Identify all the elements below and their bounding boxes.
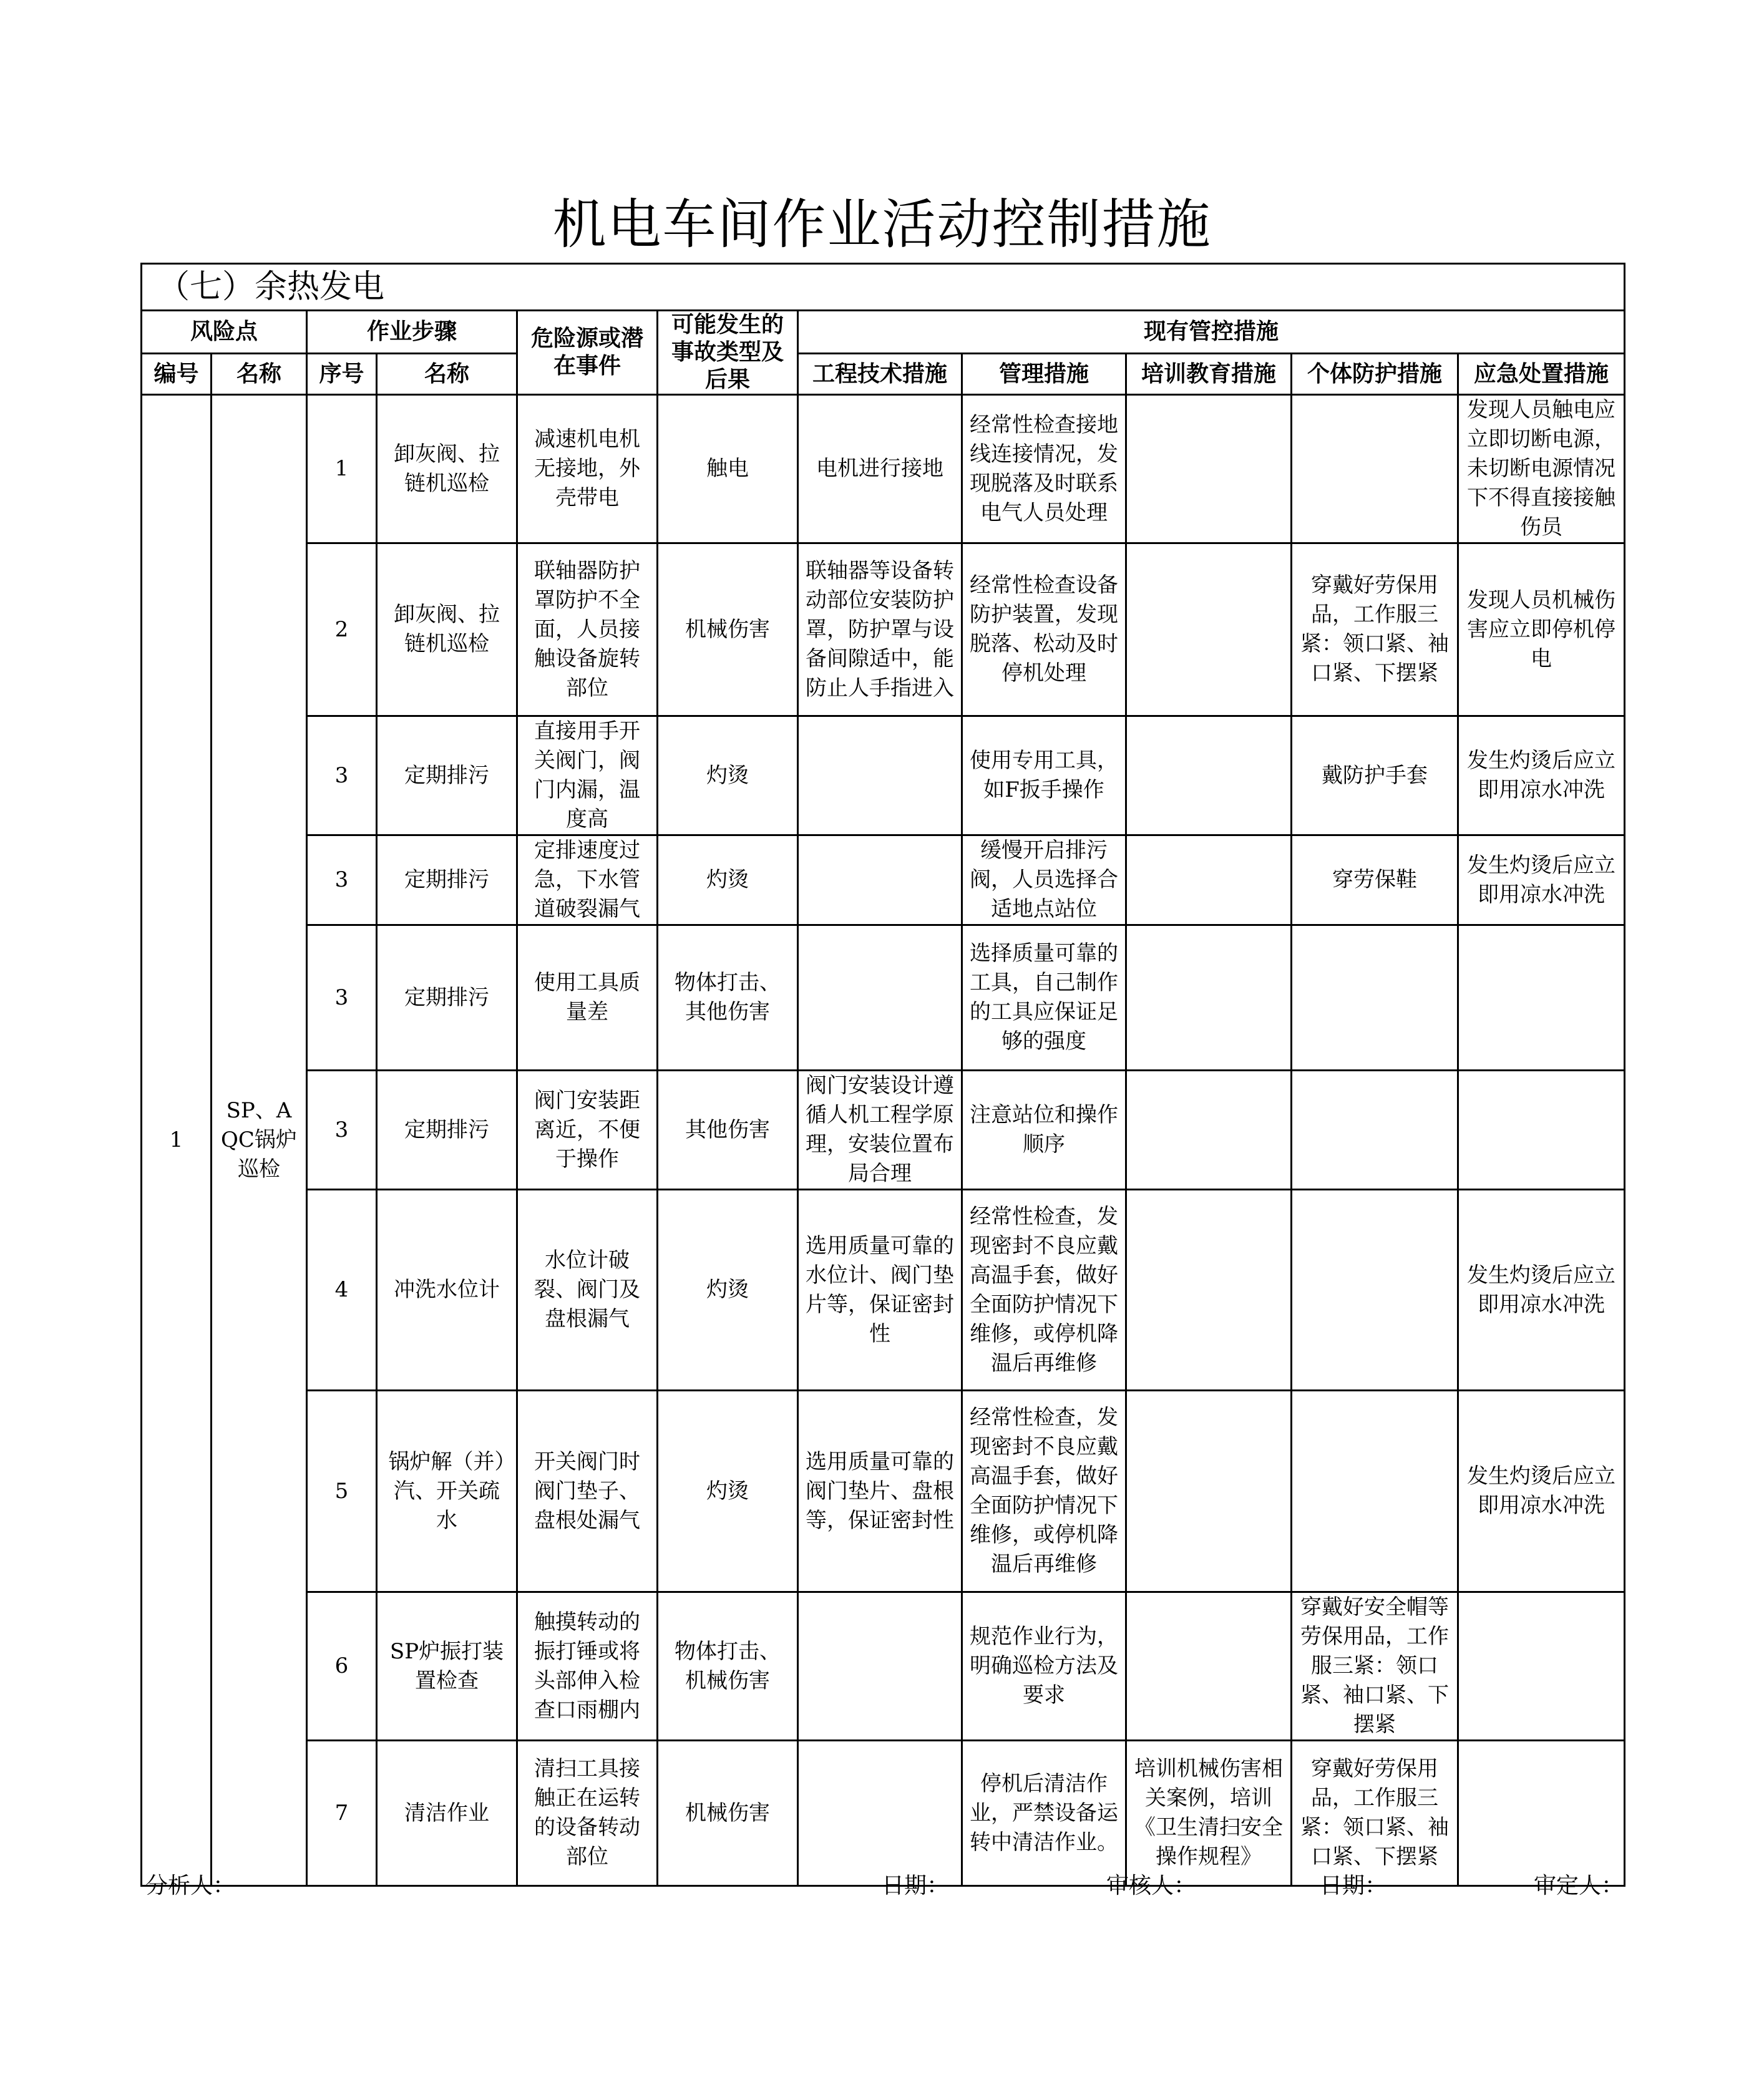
accident-cell: 灼烫 xyxy=(658,1391,798,1592)
accident-cell: 触电 xyxy=(658,395,798,543)
header-ppe: 个体防护措施 xyxy=(1292,354,1458,395)
footer-analyst: 分析人： xyxy=(145,1873,236,1899)
emergency-cell xyxy=(1458,1592,1625,1741)
header-training: 培训教育措施 xyxy=(1126,354,1292,395)
emergency-cell xyxy=(1458,925,1625,1071)
ppe-cell xyxy=(1292,925,1458,1071)
footer-reviewer: 审核人： xyxy=(1106,1873,1197,1899)
step-name-cell: 清洁作业 xyxy=(377,1741,517,1886)
training-cell xyxy=(1126,835,1292,925)
management-cell: 停机后清洁作业，严禁设备运转中清洁作业。 xyxy=(962,1741,1126,1886)
accident-cell: 灼烫 xyxy=(658,716,798,835)
training-cell xyxy=(1126,395,1292,543)
accident-cell: 机械伤害 xyxy=(658,1741,798,1886)
emergency-cell: 发生灼烫后应立即用凉水冲洗 xyxy=(1458,716,1625,835)
management-cell: 经常性检查接地线连接情况，发现脱落及时联系电气人员处理 xyxy=(962,395,1126,543)
footer-date-2: 日期： xyxy=(1320,1873,1388,1899)
hazard-cell: 联轴器防护罩防护不全面，人员接触设备旋转部位 xyxy=(517,543,658,716)
ppe-cell xyxy=(1292,1391,1458,1592)
accident-cell: 其他伤害 xyxy=(658,1071,798,1190)
seq-cell: 2 xyxy=(307,543,377,716)
table-row xyxy=(142,925,1625,1071)
footer-approver: 审定人： xyxy=(1533,1873,1624,1899)
training-cell xyxy=(1126,925,1292,1071)
table-row xyxy=(142,1190,1625,1391)
emergency-cell: 发生灼烫后应立即用凉水冲洗 xyxy=(1458,1190,1625,1391)
engineering-cell xyxy=(798,1592,962,1741)
management-cell: 经常性检查，发现密封不良应戴高温手套，做好全面防护情况下维修，或停机降温后再维修 xyxy=(962,1391,1126,1592)
header-seq: 序号 xyxy=(307,354,377,395)
hazard-cell: 开关阀门时阀门垫子、盘根处漏气 xyxy=(517,1391,658,1592)
table-row xyxy=(142,716,1625,835)
header-no: 编号 xyxy=(142,354,212,395)
header-accident: 可能发生的事故类型及后果 xyxy=(658,311,798,395)
table-row xyxy=(142,1592,1625,1741)
accident-cell: 灼烫 xyxy=(658,835,798,925)
accident-cell: 物体打击、其他伤害 xyxy=(658,925,798,1071)
section-title: （七）余热发电 xyxy=(142,264,1625,311)
step-name-cell: 卸灰阀、拉链机巡检 xyxy=(377,543,517,716)
table-row xyxy=(142,395,1625,543)
step-name-cell: 定期排污 xyxy=(377,1071,517,1190)
engineering-cell: 阀门安装设计遵循人机工程学原理，安装位置布局合理 xyxy=(798,1071,962,1190)
step-name-cell: 卸灰阀、拉链机巡检 xyxy=(377,395,517,543)
control-measures-table xyxy=(140,263,1625,1887)
header-work-steps: 作业步骤 xyxy=(307,311,517,354)
step-name-cell: 冲洗水位计 xyxy=(377,1190,517,1391)
ppe-cell: 穿劳保鞋 xyxy=(1292,835,1458,925)
management-cell: 注意站位和操作顺序 xyxy=(962,1071,1126,1190)
seq-cell: 1 xyxy=(307,395,377,543)
table-row xyxy=(142,1071,1625,1190)
training-cell xyxy=(1126,1391,1292,1592)
table-row xyxy=(142,1741,1625,1886)
hazard-cell: 触摸转动的振打锤或将头部伸入检查口雨棚内 xyxy=(517,1592,658,1741)
seq-cell: 3 xyxy=(307,716,377,835)
engineering-cell: 电机进行接地 xyxy=(798,395,962,543)
risk-point-name: SP、AQC锅炉巡检 xyxy=(212,395,307,1886)
engineering-cell xyxy=(798,925,962,1071)
table-row xyxy=(142,543,1625,716)
training-cell xyxy=(1126,1190,1292,1391)
management-cell: 缓慢开启排污阀，人员选择合适地点站位 xyxy=(962,835,1126,925)
engineering-cell: 选用质量可靠的阀门垫片、盘根等，保证密封性 xyxy=(798,1391,962,1592)
seq-cell: 3 xyxy=(307,835,377,925)
ppe-cell xyxy=(1292,1190,1458,1391)
step-name-cell: 锅炉解（并）汽、开关疏水 xyxy=(377,1391,517,1592)
emergency-cell: 发现人员触电应立即切断电源，未切断电源情况下不得直接接触伤员 xyxy=(1458,395,1625,543)
management-cell: 使用专用工具，如F扳手操作 xyxy=(962,716,1126,835)
hazard-cell: 阀门安装距离近，不便于操作 xyxy=(517,1071,658,1190)
seq-cell: 5 xyxy=(307,1391,377,1592)
engineering-cell xyxy=(798,835,962,925)
seq-cell: 3 xyxy=(307,1071,377,1190)
management-cell: 选择质量可靠的工具，自己制作的工具应保证足够的强度 xyxy=(962,925,1126,1071)
accident-cell: 物体打击、机械伤害 xyxy=(658,1592,798,1741)
page-title: 机电车间作业活动控制措施 xyxy=(552,193,1212,256)
emergency-cell: 发生灼烫后应立即用凉水冲洗 xyxy=(1458,835,1625,925)
ppe-cell xyxy=(1292,1071,1458,1190)
header-hazard: 危险源或潜在事件 xyxy=(517,311,658,395)
header-emergency: 应急处置措施 xyxy=(1458,354,1625,395)
footer-date-1: 日期： xyxy=(882,1873,950,1899)
header-step-name: 名称 xyxy=(377,354,517,395)
seq-cell: 6 xyxy=(307,1592,377,1741)
risk-point-no: 1 xyxy=(142,395,212,1886)
ppe-cell: 戴防护手套 xyxy=(1292,716,1458,835)
header-risk-point: 风险点 xyxy=(142,311,307,354)
accident-cell: 灼烫 xyxy=(658,1190,798,1391)
table-row xyxy=(142,1391,1625,1592)
signature-footer xyxy=(140,1867,1624,1905)
hazard-cell: 定排速度过急，下水管道破裂漏气 xyxy=(517,835,658,925)
seq-cell: 7 xyxy=(307,1741,377,1886)
hazard-cell: 清扫工具接触正在运转的设备转动部位 xyxy=(517,1741,658,1886)
seq-cell: 3 xyxy=(307,925,377,1071)
training-cell xyxy=(1126,716,1292,835)
header-management: 管理措施 xyxy=(962,354,1126,395)
training-cell xyxy=(1126,543,1292,716)
ppe-cell xyxy=(1292,395,1458,543)
emergency-cell xyxy=(1458,1741,1625,1886)
accident-cell: 机械伤害 xyxy=(658,543,798,716)
management-cell: 规范作业行为，明确巡检方法及要求 xyxy=(962,1592,1126,1741)
hazard-cell: 直接用手开关阀门，阀门内漏，温度高 xyxy=(517,716,658,835)
engineering-cell: 联轴器等设备转动部位安装防护罩，防护罩与设备间隙适中，能防止人手指进入 xyxy=(798,543,962,716)
header-controls: 现有管控措施 xyxy=(798,311,1625,354)
emergency-cell: 发现人员机械伤害应立即停机停电 xyxy=(1458,543,1625,716)
hazard-cell: 使用工具质量差 xyxy=(517,925,658,1071)
management-cell: 经常性检查设备防护装置，发现脱落、松动及时停机处理 xyxy=(962,543,1126,716)
ppe-cell: 穿戴好安全帽等劳保用品，工作服三紧：领口紧、袖口紧、下摆紧 xyxy=(1292,1592,1458,1741)
ppe-cell: 穿戴好劳保用品，工作服三紧：领口紧、袖口紧、下摆紧 xyxy=(1292,543,1458,716)
step-name-cell: SP炉振打装置检查 xyxy=(377,1592,517,1741)
header-name: 名称 xyxy=(212,354,307,395)
header-engineering: 工程技术措施 xyxy=(798,354,962,395)
management-cell: 经常性检查，发现密封不良应戴高温手套，做好全面防护情况下维修，或停机降温后再维修 xyxy=(962,1190,1126,1391)
emergency-cell xyxy=(1458,1071,1625,1190)
emergency-cell: 发生灼烫后应立即用凉水冲洗 xyxy=(1458,1391,1625,1592)
training-cell: 培训机械伤害相关案例，培训《卫生清扫安全操作规程》 xyxy=(1126,1741,1292,1886)
training-cell xyxy=(1126,1071,1292,1190)
engineering-cell xyxy=(798,1741,962,1886)
hazard-cell: 水位计破裂、阀门及盘根漏气 xyxy=(517,1190,658,1391)
table-row xyxy=(142,835,1625,925)
engineering-cell xyxy=(798,716,962,835)
step-name-cell: 定期排污 xyxy=(377,925,517,1071)
step-name-cell: 定期排污 xyxy=(377,716,517,835)
training-cell xyxy=(1126,1592,1292,1741)
engineering-cell: 选用质量可靠的水位计、阀门垫片等，保证密封性 xyxy=(798,1190,962,1391)
hazard-cell: 减速机电机无接地，外壳带电 xyxy=(517,395,658,543)
seq-cell: 4 xyxy=(307,1190,377,1391)
ppe-cell: 穿戴好劳保用品，工作服三紧：领口紧、袖口紧、下摆紧 xyxy=(1292,1741,1458,1886)
step-name-cell: 定期排污 xyxy=(377,835,517,925)
